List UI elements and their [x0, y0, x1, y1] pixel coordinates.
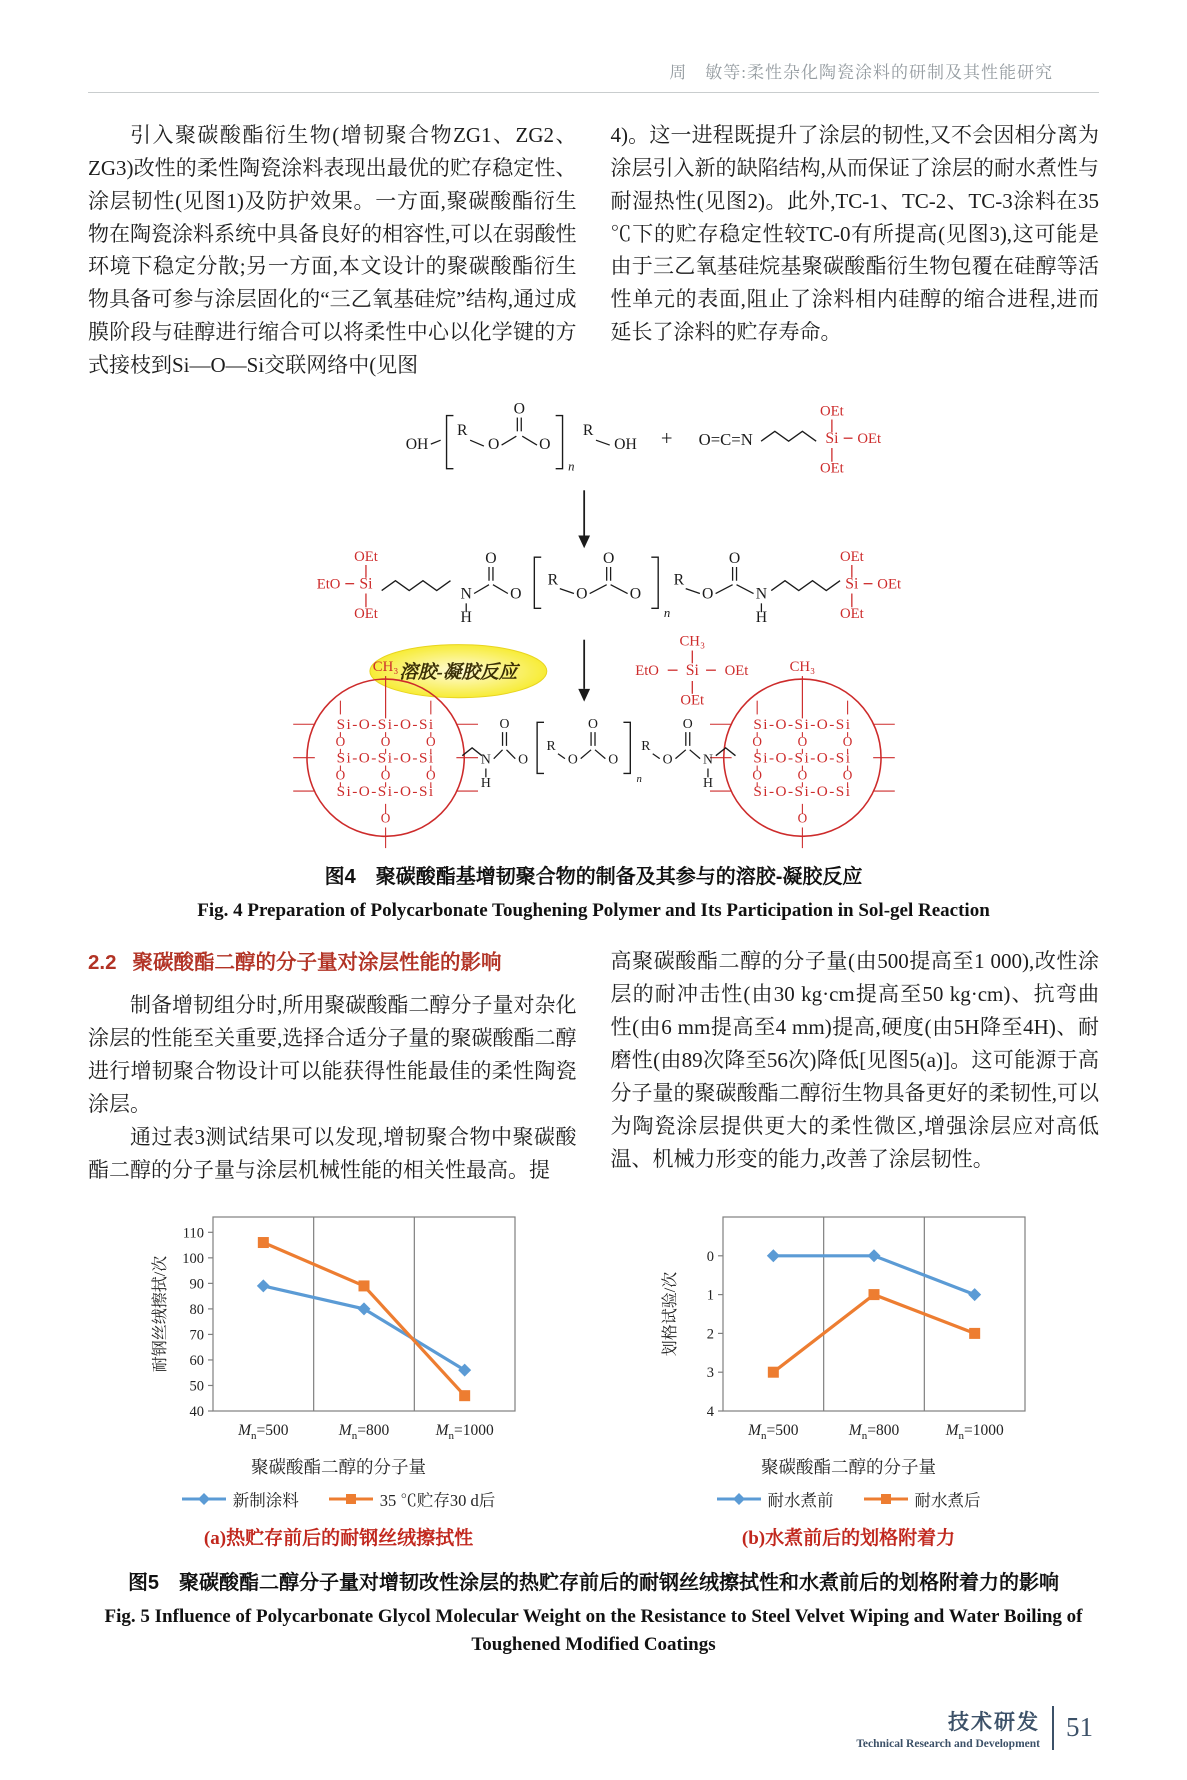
- scheme-bond: [493, 750, 502, 759]
- plot-border: [723, 1217, 1025, 1411]
- scheme-atom-label: O: [602, 549, 614, 567]
- scheme-bond: [736, 585, 753, 594]
- scheme-atom-label: R: [582, 422, 593, 440]
- column-left: [88, 119, 577, 382]
- scheme-bond: [771, 581, 840, 591]
- footer-section-en: Technical Research and Development: [856, 1737, 1040, 1750]
- scheme-atom-label: OH: [613, 435, 637, 453]
- reaction-arrow: [578, 689, 590, 702]
- y-axis-label: 耐钢丝绒擦拭/次: [151, 1255, 169, 1372]
- scheme-atom-label: O: [513, 400, 525, 418]
- scheme-atom-label: O: [701, 585, 713, 603]
- series-line-diamond: [263, 1286, 464, 1370]
- data-point-diamond: [867, 1249, 880, 1262]
- scheme-atom-label: N: [702, 751, 713, 767]
- scheme-atom-label: O: [842, 733, 852, 749]
- figure-4-scheme: [88, 392, 1099, 926]
- scheme-atom-label: R: [547, 571, 558, 589]
- scheme-atom-label: R: [546, 737, 556, 753]
- y-tick-label: 40: [189, 1403, 204, 1420]
- scheme-bond: [492, 585, 507, 594]
- scheme-atom-label: Si: [685, 661, 699, 679]
- legend-marker-icon: [329, 1492, 373, 1506]
- scheme-atom-label: O: [629, 585, 641, 603]
- scheme-atom-label: O: [575, 585, 587, 603]
- figure-5-caption-cn: 图5 聚碳酸酯二醇分子量对增韧改性涂层的热贮存前后的耐钢丝绒擦拭性和水煮前后的划格附着力的影响: [127, 1571, 1060, 1594]
- body-paragraph: 制备增韧组分时,所用聚碳酸酯二醇分子量对杂化涂层的性能至关重要,选择合适分子量的聚碳酸酯二醇进行增韧聚合物设计可以能获得性能最佳的柔性陶瓷涂层。: [88, 993, 577, 1117]
- scheme-atom-label: R: [640, 737, 650, 753]
- scheme-atom-label: O: [425, 733, 436, 749]
- scheme-atom-label: CH₃: [789, 659, 815, 676]
- legend-marker-icon: [717, 1492, 761, 1506]
- scheme-atom-label: H: [460, 608, 472, 626]
- section-heading: [88, 947, 577, 979]
- section-title: 聚碳酸酯二醇的分子量对涂层性能的影响: [132, 951, 502, 975]
- scheme-bond: [559, 588, 573, 593]
- scheme-atom-label: O: [335, 733, 345, 749]
- chart-a-xlabel: 聚碳酸酯二醇的分子量: [251, 1456, 426, 1477]
- data-point-diamond: [766, 1249, 779, 1262]
- footer-section-cn: 技术研发: [948, 1710, 1040, 1734]
- scheme-atom-label: OEt: [353, 548, 378, 565]
- scheme-atom-label: OEt: [724, 662, 748, 679]
- legend-marker-icon: [864, 1492, 908, 1506]
- scheme-bond: [522, 436, 537, 445]
- scheme-atom-label: EtO: [316, 576, 340, 593]
- series-line-square: [773, 1294, 974, 1372]
- scheme-atom-label: OEt: [856, 430, 881, 447]
- scheme-bond: [652, 754, 659, 759]
- scheme-atom-label: Si: [358, 575, 373, 593]
- scheme-atom-label: O: [682, 716, 693, 732]
- scheme-bond: [501, 436, 516, 445]
- scheme-bond: [555, 415, 562, 468]
- scheme-atom-label: O: [587, 716, 598, 732]
- figure-5-charts: [88, 1205, 1099, 1550]
- scheme-atom-label: OH: [405, 435, 428, 453]
- scheme-atom-label: OEt: [353, 605, 378, 622]
- scheme-bond: [685, 588, 699, 593]
- scheme-atom-label: O: [499, 716, 509, 732]
- body-paragraph: 引入聚碳酸酯衍生物(增韧聚合物ZG1、ZG2、ZG3)改性的柔性陶瓷涂料表现出最优的贮存稳定性、涂层韧性(见图1)及防护效果。一方面,聚碳酸酯衍生物在陶瓷涂料系统中具备良好的相容性,可以在弱酸性环境下稳定分散;另一方面,本文设计的聚碳酸酯衍生物具备可参与涂层固化的“三乙氧基硅烷”结构,通过成膜阶段与硅醇进行缩合可以将柔性中心以化学键的方式接枝到Si—O—Si交联网络中(见图: [88, 123, 577, 378]
- column-right: [611, 119, 1100, 382]
- silica-grid-row: Si-O-Si-O-Si: [336, 749, 435, 767]
- scheme-atom-label: CH₃: [372, 659, 398, 676]
- scheme-bond: [580, 750, 590, 759]
- scheme-atom-label: CH₃: [678, 633, 705, 650]
- silica-grid-row: Si-O-Si-O-Si: [752, 716, 851, 734]
- data-point-square: [257, 1237, 268, 1248]
- scheme-atom-label: OEt: [679, 692, 704, 709]
- scheme-bond: [595, 750, 605, 759]
- data-point-square: [868, 1289, 879, 1300]
- scheme-atom-label: n: [663, 605, 670, 620]
- figure-4-caption: [88, 860, 1099, 926]
- page-footer: [88, 1706, 1099, 1750]
- scheme-atom-label: H: [480, 775, 491, 791]
- running-header: [88, 58, 1099, 83]
- scheme-bond: [715, 748, 735, 756]
- legend-marker-icon: [182, 1492, 226, 1506]
- page-number: 51: [1066, 1712, 1093, 1743]
- scheme-bond: [430, 440, 440, 444]
- y-tick-label: 4: [706, 1403, 714, 1420]
- scheme-bond: [623, 722, 630, 773]
- scheme-bond: [534, 557, 541, 608]
- solgel-label: 溶胶-凝胶反应: [398, 661, 517, 683]
- data-point-square: [358, 1280, 369, 1291]
- scheme-atom-label: O: [662, 751, 673, 767]
- scheme-atom-label: O: [797, 810, 807, 826]
- scheme-atom-label: +: [660, 427, 673, 450]
- figure-5-caption-en: Fig. 5 Influence of Polycarbonate Glycol Molecular Weight on the Resistance to Steel Velvet Wiping and Water Boiling of Toughened Modified Coatings: [104, 1605, 1083, 1656]
- scheme-atom-label: N: [460, 585, 472, 603]
- y-tick-label: 100: [181, 1250, 204, 1267]
- scheme-bond: [761, 431, 816, 441]
- scheme-bond: [381, 581, 450, 591]
- scheme-atom-label: H: [702, 775, 713, 791]
- body-paragraph: 4)。这一进程既提升了涂层的韧性,又不会因相分离为涂层引入新的缺陷结构,从而保证了涂层的耐水煮性与耐湿热性(见图2)。此外,TC-1、TC-2、TC-3涂料在35 ℃下的贮存稳定性较TC-0有所提高(见图3),这可能是由于三乙氧基硅烷基聚碳酸酯衍生物包覆在硅醇等活性单元的表面,阻止了涂料相内硅醇的缩合进程,进而延长了涂料的贮存寿命。: [610, 123, 1099, 345]
- silica-grid-row: Si-O-Si-O-Si: [336, 716, 435, 734]
- scheme-bond: [675, 750, 685, 759]
- scheme-atom-label: O: [484, 549, 497, 567]
- scheme-bond: [610, 585, 627, 594]
- x-tick-label: $M_n=1000$: [435, 1421, 494, 1442]
- series-line-square: [263, 1242, 464, 1395]
- y-tick-label: 1: [706, 1287, 714, 1304]
- reaction-arrow: [578, 535, 590, 548]
- body-paragraph: 高聚碳酸酯二醇的分子量(由500提高至1 000),改性涂层的耐冲击性(由30 kg·cm提高至50 kg·cm)、抗弯曲性(由6 mm提高至4 mm)提高,硬度(由5H降至4H)、耐磨性(由89次降至56次)降低[见图5(a)]。这可能源于高分子量的聚碳酸酯二醇衍生物具备更好的柔韧性,可以为陶瓷涂层提供更大的柔性微区,增强涂层应对高低温、机械力形变的能力,改善了涂层韧性。: [610, 949, 1099, 1171]
- scheme-atom-label: n: [635, 773, 642, 786]
- data-point-square: [767, 1366, 778, 1377]
- scheme-atom-label: Si: [844, 575, 858, 593]
- scheme-atom-label: O: [567, 751, 578, 767]
- figure-5a-caption: (a)热贮存前后的耐钢丝绒擦拭性: [203, 1527, 474, 1549]
- scheme-atom-label: EtO: [634, 662, 659, 679]
- reaction-scheme-svg: [94, 392, 1094, 854]
- scheme-atom-label: Si: [824, 429, 838, 447]
- scheme-atom-label: OEt: [819, 403, 844, 420]
- scheme-bond: [446, 415, 453, 468]
- y-axis-label: 划格试验/次: [661, 1271, 679, 1356]
- data-point-diamond: [968, 1288, 981, 1301]
- chart-a: [109, 1205, 569, 1452]
- body-columns-section2: [88, 945, 1099, 1186]
- legend-label: 耐水煮前: [767, 1490, 834, 1510]
- scheme-bond: [651, 557, 658, 608]
- scheme-atom-label: O: [751, 767, 762, 783]
- scheme-bond: [595, 440, 609, 445]
- scheme-atom-label: O: [487, 435, 499, 453]
- x-tick-label: $M_n=800$: [338, 1421, 389, 1442]
- y-tick-label: 0: [706, 1248, 714, 1265]
- y-tick-label: 110: [182, 1224, 204, 1241]
- scheme-atom-label: O: [797, 767, 807, 783]
- scheme-atom-label: OEt: [839, 548, 864, 565]
- legend-label: 35 ℃贮存30 d后: [379, 1490, 496, 1510]
- y-tick-label: 2: [706, 1326, 714, 1343]
- header-rule: [88, 92, 1099, 93]
- chart-a-legend: [109, 1487, 569, 1511]
- scheme-atom-label: H: [755, 608, 767, 626]
- scheme-atom-label: O: [380, 733, 390, 749]
- chartB-svg: [659, 1205, 1039, 1447]
- scheme-bond: [689, 750, 699, 759]
- chart-a-block: [109, 1205, 569, 1550]
- section-number: 2.2: [88, 951, 117, 975]
- scheme-atom-label: OEt: [819, 460, 844, 477]
- scheme-bond: [715, 585, 732, 594]
- scheme-bond: [589, 585, 606, 594]
- scheme-atom-label: O: [607, 751, 618, 767]
- scheme-atom-label: R: [456, 422, 468, 440]
- y-tick-label: 3: [706, 1364, 714, 1381]
- figure-4-caption-cn: 图4 聚碳酸酯基增韧聚合物的制备及其参与的溶胶-凝胶反应: [324, 865, 863, 888]
- silica-grid-row: Si-O-Si-O-Si: [752, 749, 851, 767]
- scheme-bond: [474, 585, 489, 594]
- scheme-atom-label: O: [509, 585, 521, 603]
- footer-section: [856, 1706, 1054, 1750]
- scheme-bond: [506, 750, 515, 759]
- legend-item: [864, 1487, 981, 1511]
- y-tick-label: 80: [189, 1301, 204, 1318]
- scheme-atom-label: O: [380, 767, 390, 783]
- y-tick-label: 90: [189, 1275, 204, 1292]
- x-tick-label: $M_n=1000$: [945, 1421, 1004, 1442]
- body-columns-top: [88, 119, 1099, 382]
- scheme-bond: [470, 440, 484, 446]
- figure-5-caption: [88, 1566, 1099, 1660]
- x-tick-label: $M_n=500$: [237, 1421, 289, 1442]
- legend-item: [717, 1487, 834, 1511]
- legend-item: [329, 1487, 496, 1511]
- figure-5b-caption: (b)水煮前后的划格附着力: [741, 1527, 956, 1549]
- scheme-atom-label: N: [755, 585, 767, 603]
- scheme-bond: [557, 754, 564, 759]
- scheme-atom-label: OEt: [876, 576, 901, 593]
- legend-label: 耐水煮后: [914, 1490, 981, 1510]
- scheme-atom-label: O: [842, 767, 852, 783]
- silica-grid-row: Si-O-Si-O-Si: [752, 782, 851, 800]
- scheme-atom-label: O=C=N: [698, 429, 753, 449]
- figure-4-caption-en: Fig. 4 Preparation of Polycarbonate Toughening Polymer and Its Participation in Sol-gel Reaction: [197, 899, 990, 921]
- silica-grid-row: Si-O-Si-O-Si: [336, 782, 435, 800]
- chart-b-block: [619, 1205, 1079, 1550]
- scheme-atom-label: O: [751, 733, 762, 749]
- chart-b-legend: [619, 1487, 1079, 1511]
- scheme-atom-label: O: [425, 767, 436, 783]
- scheme-atom-label: N: [480, 751, 491, 767]
- chart-b: [619, 1205, 1079, 1452]
- chart-b-xlabel: 聚碳酸酯二醇的分子量: [761, 1456, 936, 1477]
- data-point-diamond: [256, 1279, 269, 1292]
- scheme-atom-label: n: [567, 459, 575, 474]
- scheme-atom-label: O: [335, 767, 345, 783]
- y-tick-label: 60: [189, 1352, 204, 1369]
- scheme-bond: [537, 722, 544, 773]
- x-tick-label: $M_n=800$: [848, 1421, 899, 1442]
- scheme-atom-label: OEt: [839, 605, 864, 622]
- data-point-square: [459, 1390, 470, 1401]
- running-title: 周 敏等:柔性杂化陶瓷涂料的研制及其性能研究: [669, 63, 1053, 82]
- column-left: [88, 945, 577, 1186]
- scheme-atom-label: O: [380, 810, 390, 826]
- scheme-atom-label: O: [797, 733, 807, 749]
- y-tick-label: 50: [189, 1378, 204, 1395]
- chartA-svg: [149, 1205, 529, 1447]
- body-paragraph: 通过表3测试结果可以发现,增韧聚合物中聚碳酸酯二醇的分子量与涂层机械性能的相关性最高。提: [88, 1124, 577, 1182]
- scheme-atom-label: R: [673, 571, 684, 589]
- scheme-atom-label: O: [538, 435, 551, 453]
- legend-label: 新制涂料: [232, 1490, 299, 1510]
- scheme-atom-label: O: [728, 549, 740, 567]
- x-tick-label: $M_n=500$: [747, 1421, 799, 1442]
- data-point-square: [969, 1328, 980, 1339]
- scheme-atom-label: O: [517, 751, 528, 767]
- y-tick-label: 70: [189, 1327, 204, 1344]
- legend-item: [182, 1487, 299, 1511]
- scheme-bond: [462, 748, 482, 756]
- column-right: [611, 945, 1100, 1186]
